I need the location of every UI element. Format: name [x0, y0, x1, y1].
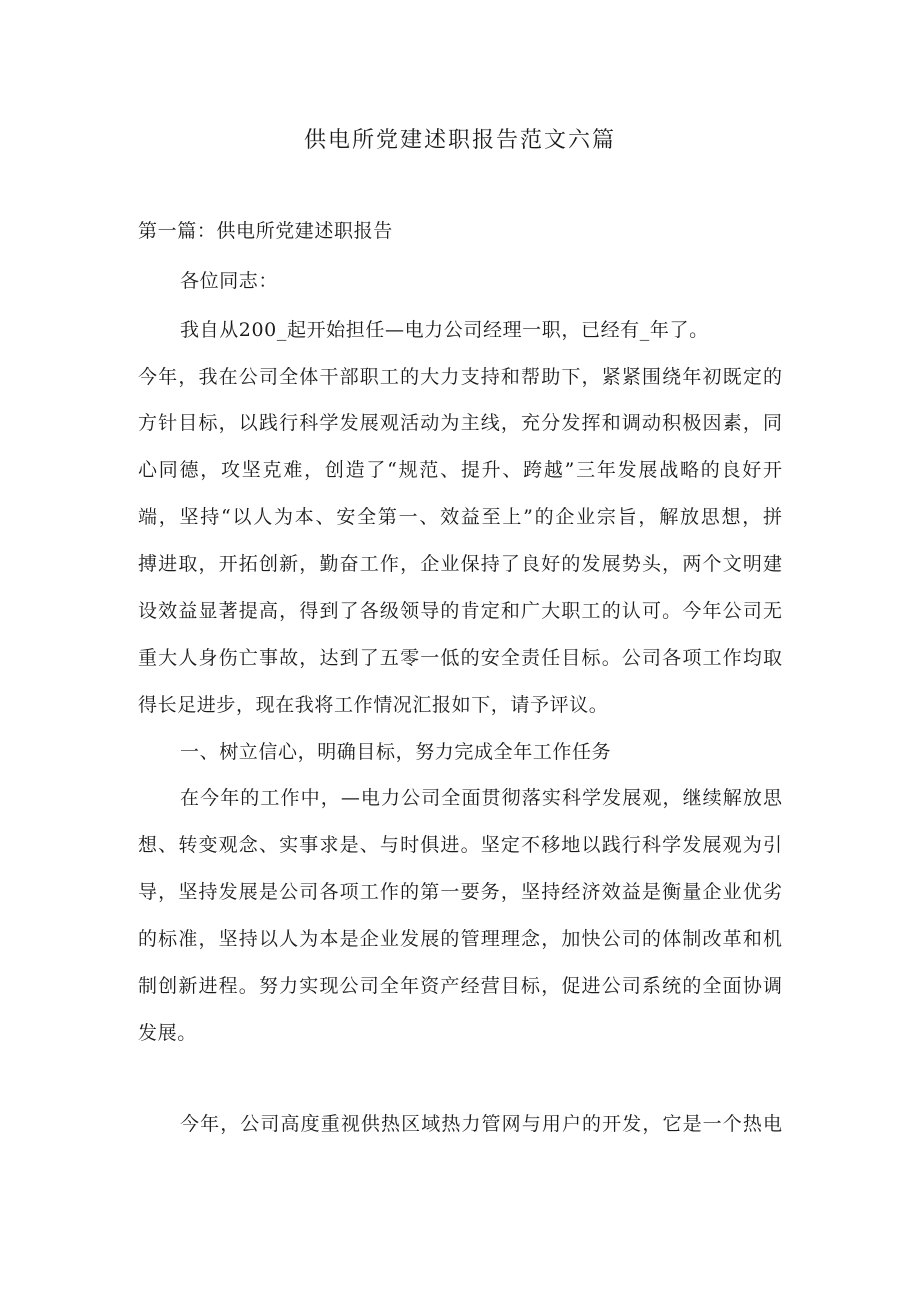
paragraph-line: 得长足进步，现在我将工作情况汇报如下，请予评议。: [138, 694, 609, 716]
paragraph-line: 的标准，坚持以人为本是企业发展的管理理念，加快公司的体制改革和机: [138, 928, 782, 950]
paragraph-line: 制创新进程。努力实现公司全年资产经营目标，促进公司系统的全面协调: [138, 975, 782, 997]
paragraph-line: 今年，我在公司全体干部职工的大力支持和帮助下，紧紧围绕年初既定的: [138, 366, 782, 388]
paragraph-line: 想、转变观念、实事求是、与时俱进。坚定不移地以践行科学发展观为引: [138, 834, 782, 856]
paragraph-line: 端，坚持“以人为本、安全第一、效益至上”的企业宗旨，解放思想，拼: [138, 506, 782, 528]
paragraph-line: 在今年的工作中，—电力公司全面贯彻落实科学发展观，继续解放思: [180, 787, 782, 809]
paragraph-line: 导，坚持发展是公司各项工作的第一要务，坚持经济效益是衡量企业优劣: [138, 881, 782, 903]
section-heading: 第一篇：供电所党建述职报告: [138, 220, 393, 242]
paragraph-line: 设效益显著提高，得到了各级领导的肯定和广大职工的认可。今年公司无: [138, 600, 782, 622]
document-title: 供电所党建述职报告范文六篇: [303, 128, 616, 153]
paragraph-line: 今年，公司高度重视供热区域热力管网与用户的开发，它是一个热电: [180, 1113, 782, 1135]
greeting: 各位同志：: [180, 270, 279, 292]
paragraph-line: 心同德，攻坚克难，创造了“规范、提升、跨越”三年发展战略的良好开: [138, 459, 782, 481]
paragraph-line: 我自从200_起开始担任—电力公司经理一职，已经有_年了。: [180, 319, 709, 341]
paragraph-line: 方针目标，以践行科学发展观活动为主线，充分发挥和调动积极因素，同: [138, 412, 782, 434]
paragraph-line: 发展。: [138, 1022, 197, 1044]
paragraph-line: 重大人身伤亡事故，达到了五零一低的安全责任目标。公司各项工作均取: [138, 647, 782, 669]
paragraph-line: 搏进取，开拓创新，勤奋工作，企业保持了良好的发展势头，两个文明建: [138, 553, 782, 575]
subsection-heading: 一、树立信心，明确目标，努力完成全年工作任务: [180, 741, 612, 763]
